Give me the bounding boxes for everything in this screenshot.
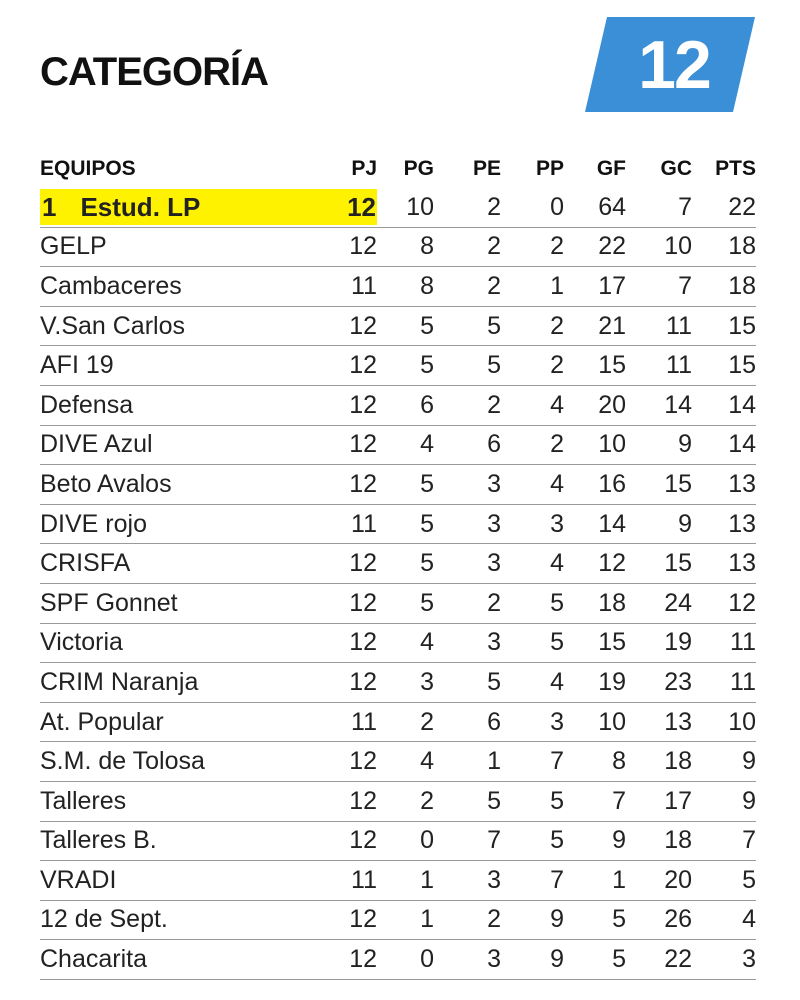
cell-gf: 14	[598, 509, 626, 538]
cell-pe: 2	[487, 232, 501, 261]
cell-pp: 5	[550, 826, 564, 855]
cell-pe: 6	[487, 707, 501, 736]
cell-gc: 10	[664, 232, 692, 261]
cell-pe: 2	[487, 390, 501, 419]
cell-gc: 9	[678, 430, 692, 459]
cell-pp: 5	[550, 588, 564, 617]
cell-pts: 10	[728, 707, 756, 736]
leader-gf: 64	[598, 192, 626, 221]
cell-pj: 12	[349, 390, 377, 419]
cell-pts: 14	[728, 390, 756, 419]
cell-pg: 5	[420, 549, 434, 578]
cell-pg: 3	[420, 667, 434, 696]
cell-pts: 9	[742, 747, 756, 776]
cell-pe: 3	[487, 469, 501, 498]
header-pg: PG	[403, 157, 434, 180]
cell-gf: 9	[612, 826, 626, 855]
cell-gc: 15	[664, 549, 692, 578]
cell-gf: 12	[598, 549, 626, 578]
cell-pj: 12	[349, 667, 377, 696]
cell-pe: 3	[487, 945, 501, 974]
cell-pg: 0	[420, 945, 434, 974]
standings-table	[40, 150, 756, 980]
cell-pp: 4	[550, 667, 564, 696]
cell-gf: 17	[598, 271, 626, 300]
cell-pe: 5	[487, 667, 501, 696]
cell-pg: 4	[420, 430, 434, 459]
table-row	[40, 386, 756, 426]
cell-team: VRADI	[40, 865, 117, 894]
table-row	[40, 465, 756, 505]
cell-pp: 2	[550, 351, 564, 380]
table-row	[40, 663, 756, 703]
cell-pj: 11	[351, 509, 377, 538]
cell-pe: 3	[487, 628, 501, 657]
cell-pp: 7	[550, 865, 564, 894]
cell-team: DIVE Azul	[40, 430, 153, 459]
cell-pj: 11	[351, 707, 377, 736]
cell-gf: 19	[598, 667, 626, 696]
header-pe: PE	[472, 157, 501, 180]
cell-pts: 13	[728, 509, 756, 538]
page-title: CATEGORÍA	[40, 50, 269, 94]
leader-pp: 0	[550, 192, 564, 221]
cell-gf: 16	[598, 469, 626, 498]
cell-pg: 6	[420, 390, 434, 419]
cell-pe: 3	[487, 865, 501, 894]
cell-pj: 12	[349, 469, 377, 498]
cell-pp: 4	[550, 549, 564, 578]
cell-gc: 23	[664, 667, 692, 696]
leader-highlight	[40, 189, 377, 225]
cell-gc: 18	[664, 747, 692, 776]
leader-gc: 7	[678, 192, 692, 221]
cell-pts: 5	[742, 865, 756, 894]
cell-team: 12 de Sept.	[40, 905, 168, 934]
cell-gc: 24	[664, 588, 692, 617]
cell-gf: 21	[598, 311, 626, 340]
cell-pts: 11	[730, 628, 756, 657]
cell-gf: 20	[598, 390, 626, 419]
cell-pp: 3	[550, 707, 564, 736]
leader-team: Estud. LP	[80, 191, 201, 222]
cell-team: AFI 19	[40, 351, 114, 380]
cell-pj: 11	[351, 865, 377, 894]
cell-pp: 3	[550, 509, 564, 538]
cell-pp: 4	[550, 469, 564, 498]
cell-gf: 8	[612, 747, 626, 776]
cell-gf: 10	[598, 430, 626, 459]
header-gf: GF	[596, 157, 626, 180]
cell-pe: 1	[487, 747, 501, 776]
cell-pp: 2	[550, 430, 564, 459]
cell-team: Beto Avalos	[40, 469, 172, 498]
cell-pe: 2	[487, 588, 501, 617]
cell-gf: 5	[612, 945, 626, 974]
cell-gf: 18	[598, 588, 626, 617]
cell-team: Victoria	[40, 628, 123, 657]
cell-gc: 22	[664, 945, 692, 974]
table-body	[40, 228, 756, 980]
table-row	[40, 228, 756, 268]
cell-pe: 3	[487, 549, 501, 578]
cell-team: CRIM Naranja	[40, 667, 199, 696]
cell-pe: 5	[487, 351, 501, 380]
cell-gc: 18	[664, 826, 692, 855]
cell-team: At. Popular	[40, 707, 164, 736]
category-badge	[585, 17, 755, 112]
cell-pj: 12	[349, 351, 377, 380]
cell-pj: 12	[349, 588, 377, 617]
cell-gf: 15	[598, 628, 626, 657]
cell-pp: 9	[550, 945, 564, 974]
cell-pg: 8	[420, 271, 434, 300]
cell-pts: 7	[742, 826, 756, 855]
cell-pts: 13	[728, 549, 756, 578]
cell-pe: 5	[487, 786, 501, 815]
cell-pj: 12	[349, 747, 377, 776]
cell-pg: 1	[420, 905, 434, 934]
cell-pj: 12	[349, 826, 377, 855]
table-row	[40, 782, 756, 822]
cell-pts: 13	[728, 469, 756, 498]
table-row	[40, 505, 756, 545]
cell-pj: 12	[349, 549, 377, 578]
category-number: 12	[638, 26, 710, 103]
cell-team: Talleres	[40, 786, 127, 815]
leader-row	[40, 188, 756, 228]
cell-pts: 15	[728, 351, 756, 380]
cell-team: DIVE rojo	[40, 509, 147, 538]
cell-pts: 3	[742, 945, 756, 974]
cell-team: SPF Gonnet	[40, 588, 178, 617]
cell-gc: 20	[664, 865, 692, 894]
cell-pg: 0	[420, 826, 434, 855]
cell-team: Cambaceres	[40, 271, 182, 300]
table-row	[40, 901, 756, 941]
cell-gc: 13	[664, 707, 692, 736]
cell-pe: 3	[487, 509, 501, 538]
cell-pj: 12	[349, 430, 377, 459]
cell-gc: 19	[664, 628, 692, 657]
cell-pg: 5	[420, 588, 434, 617]
cell-gc: 14	[664, 390, 692, 419]
cell-pts: 18	[728, 271, 756, 300]
table-header-row	[40, 150, 756, 188]
cell-gf: 10	[598, 707, 626, 736]
cell-pg: 1	[420, 865, 434, 894]
table-row	[40, 267, 756, 307]
cell-pe: 5	[487, 311, 501, 340]
table-row	[40, 861, 756, 901]
cell-pts: 14	[728, 430, 756, 459]
cell-pj: 12	[349, 905, 377, 934]
cell-pe: 7	[487, 826, 501, 855]
leader-pj: 12	[347, 191, 376, 222]
table-row	[40, 346, 756, 386]
table-row	[40, 307, 756, 347]
table-row	[40, 584, 756, 624]
cell-pg: 5	[420, 311, 434, 340]
cell-pg: 2	[420, 786, 434, 815]
header-team: EQUIPOS	[40, 157, 136, 180]
cell-gc: 11	[666, 351, 692, 380]
cell-pp: 2	[550, 232, 564, 261]
table-row	[40, 940, 756, 980]
header-pts: PTS	[715, 157, 756, 180]
cell-gc: 7	[678, 271, 692, 300]
cell-pj: 12	[349, 311, 377, 340]
table-row	[40, 703, 756, 743]
cell-pts: 9	[742, 786, 756, 815]
cell-gf: 1	[612, 865, 626, 894]
cell-pts: 15	[728, 311, 756, 340]
cell-pg: 2	[420, 707, 434, 736]
cell-pp: 5	[550, 628, 564, 657]
cell-pg: 8	[420, 232, 434, 261]
cell-team: Talleres B.	[40, 826, 157, 855]
cell-pj: 12	[349, 232, 377, 261]
header-gc: GC	[660, 157, 692, 180]
cell-pg: 5	[420, 351, 434, 380]
cell-pp: 7	[550, 747, 564, 776]
cell-pe: 2	[487, 905, 501, 934]
leader-pts: 22	[728, 192, 756, 221]
table-row	[40, 624, 756, 664]
cell-pj: 12	[349, 628, 377, 657]
cell-pts: 18	[728, 232, 756, 261]
cell-gc: 17	[664, 786, 692, 815]
cell-pj: 12	[349, 786, 377, 815]
cell-team: Chacarita	[40, 945, 147, 974]
leader-pg: 10	[406, 192, 434, 221]
cell-team: S.M. de Tolosa	[40, 747, 205, 776]
cell-gf: 22	[598, 232, 626, 261]
cell-team: GELP	[40, 232, 107, 261]
cell-pg: 4	[420, 747, 434, 776]
cell-pg: 5	[420, 509, 434, 538]
cell-pp: 9	[550, 905, 564, 934]
cell-pe: 6	[487, 430, 501, 459]
cell-gc: 11	[666, 311, 692, 340]
cell-pj: 12	[349, 945, 377, 974]
cell-pj: 11	[351, 271, 377, 300]
cell-pg: 4	[420, 628, 434, 657]
cell-team: V.San Carlos	[40, 311, 185, 340]
cell-gc: 9	[678, 509, 692, 538]
cell-team: Defensa	[40, 390, 134, 419]
cell-gc: 15	[664, 469, 692, 498]
cell-pg: 5	[420, 469, 434, 498]
table-row	[40, 426, 756, 466]
cell-team: CRISFA	[40, 549, 131, 578]
table-row	[40, 822, 756, 862]
table-row	[40, 742, 756, 782]
header-pp: PP	[535, 157, 564, 180]
header-pj: PJ	[351, 157, 377, 180]
leader-rank: 1	[42, 191, 57, 222]
cell-gf: 7	[612, 786, 626, 815]
cell-pp: 4	[550, 390, 564, 419]
cell-gc: 26	[664, 905, 692, 934]
cell-pe: 2	[487, 271, 501, 300]
table-row	[40, 544, 756, 584]
cell-gf: 15	[598, 351, 626, 380]
cell-pts: 11	[730, 667, 756, 696]
cell-pts: 4	[742, 905, 756, 934]
cell-pp: 2	[550, 311, 564, 340]
cell-pts: 12	[728, 588, 756, 617]
cell-gf: 5	[612, 905, 626, 934]
cell-pp: 1	[550, 271, 564, 300]
leader-pe: 2	[487, 192, 501, 221]
cell-pp: 5	[550, 786, 564, 815]
